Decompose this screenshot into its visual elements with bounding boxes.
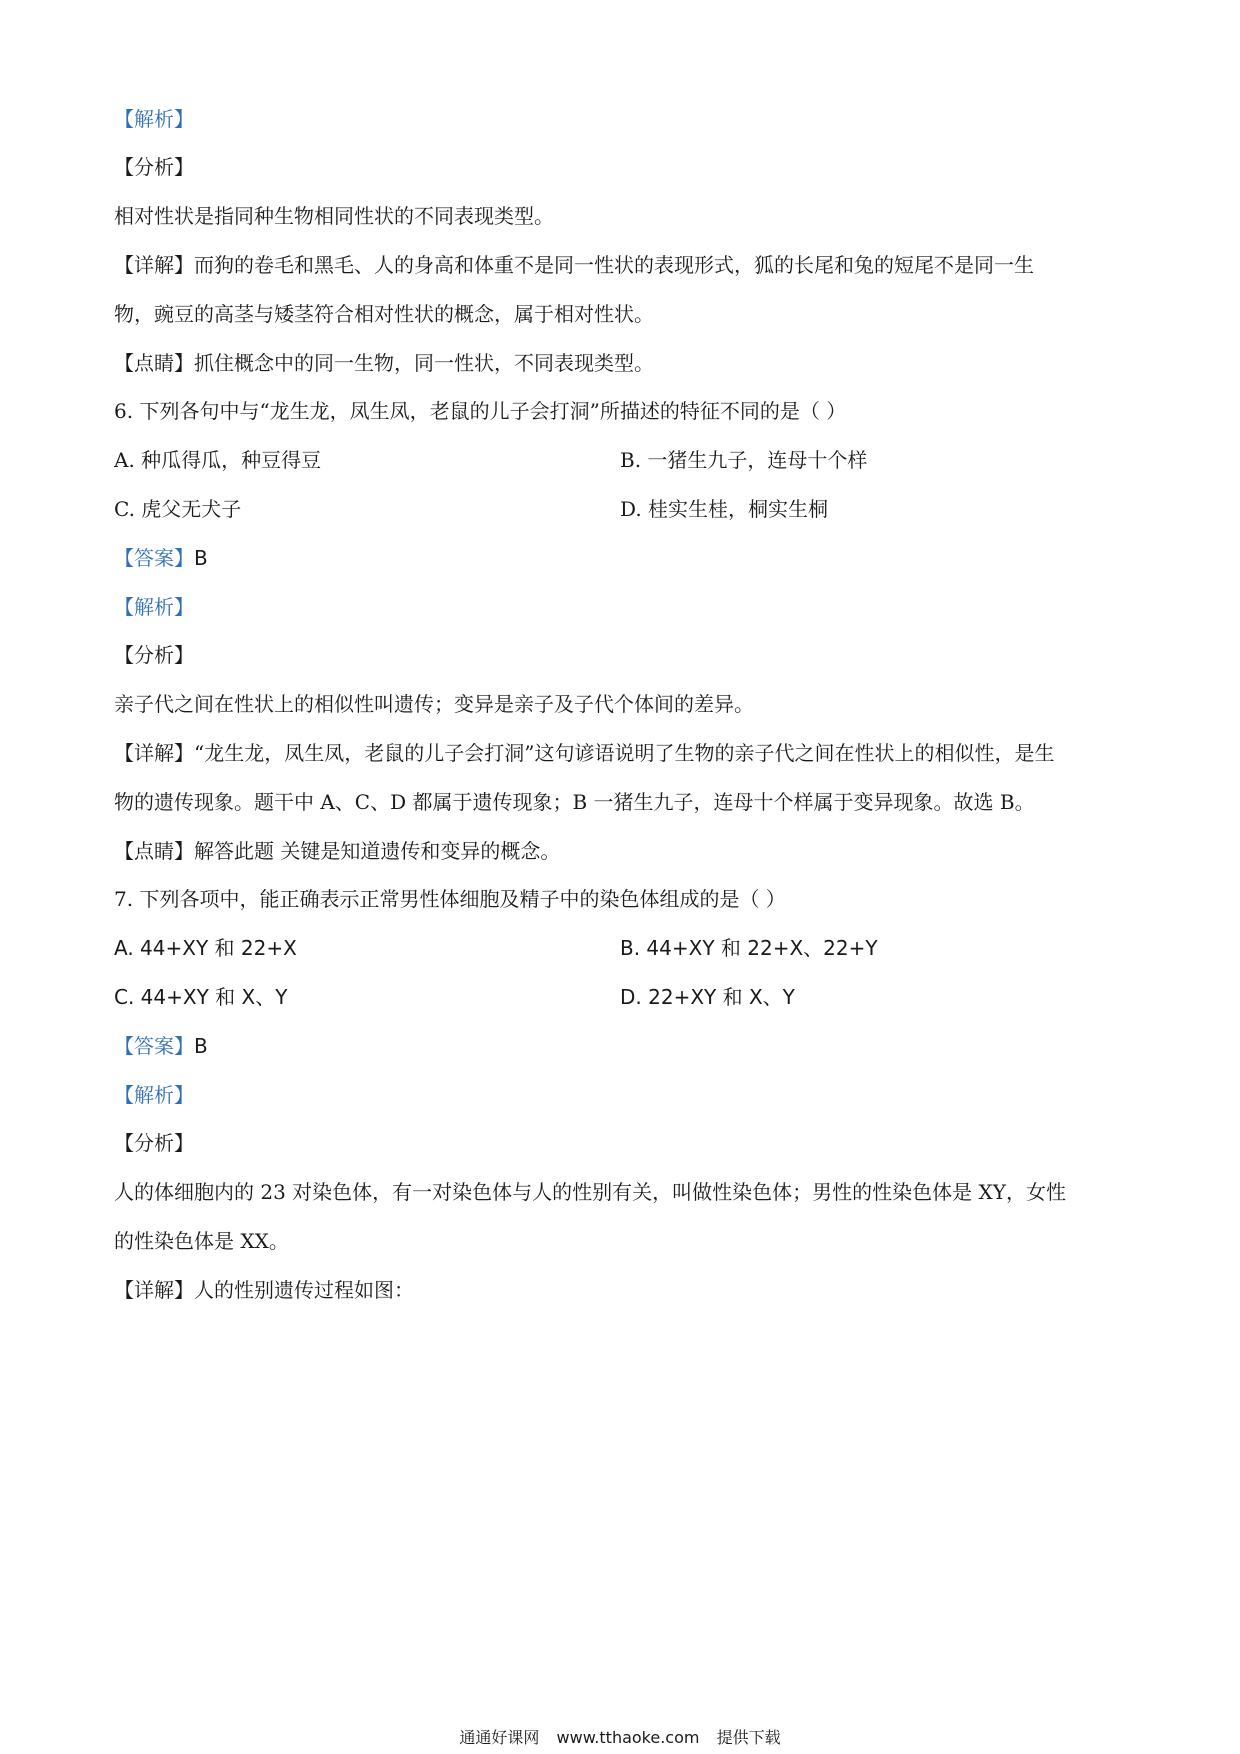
jiexi-label: 【解析】	[114, 595, 194, 619]
dianjing-label: 【点睛】	[114, 351, 194, 375]
q6-option-a: A. 种瓜得瓜，种豆得豆	[114, 448, 322, 472]
answer-label: 【答案】	[114, 546, 194, 570]
footer-download: 提供下载	[716, 1728, 781, 1747]
answer-value: B	[194, 1034, 208, 1058]
analysis-text: 人的体细胞内的 23 对染色体，有一对染色体与人的性别有关，叫做性染色体；男性的性染色体是 XY，女性	[114, 1180, 1066, 1204]
footer-site-name: 通通好课网	[459, 1728, 540, 1747]
q7-option-a: A. 44+XY 和 22+X	[114, 936, 297, 960]
analysis-text-continued: 的性染色体是 XX。	[114, 1229, 289, 1253]
detail-text: 而狗的卷毛和黑毛、人的身高和体重不是同一性状的表现形式，狐的长尾和兔的短尾不是同一生	[194, 253, 1034, 277]
detail-label: 【详解】	[114, 1278, 194, 1302]
analysis-text: 亲子代之间在性状上的相似性叫遗传；变异是亲子及子代个体间的差异。	[114, 692, 754, 716]
detail-line	[114, 252, 1134, 278]
dianjing-line	[114, 838, 1134, 864]
footer-url[interactable]: www.tthaoke.com	[556, 1728, 700, 1747]
q6-option-d: D. 桂实生桂，桐实生桐	[620, 497, 829, 521]
fenxi-label: 【分析】	[114, 1131, 194, 1155]
analysis-text: 相对性状是指同种生物相同性状的不同表现类型。	[114, 204, 554, 228]
detail-text-continued: 物，豌豆的高茎与矮茎符合相对性状的概念，属于相对性状。	[114, 302, 654, 326]
q7-answer-line	[114, 1033, 1134, 1059]
fenxi-label: 【分析】	[114, 643, 194, 667]
question-6-stem: 6. 下列各句中与“龙生龙，凤生凤，老鼠的儿子会打洞”所描述的特征不同的是（ ）	[114, 399, 847, 423]
jiexi-label: 【解析】	[114, 107, 194, 131]
question-7-stem: 7. 下列各项中，能正确表示正常男性体细胞及精子中的染色体组成的是（ ）	[114, 887, 786, 911]
fenxi-label: 【分析】	[114, 155, 194, 179]
q7-option-c: C. 44+XY 和 X、Y	[114, 985, 288, 1009]
dianjing-text: 解答此题 关键是知道遗传和变异的概念。	[194, 839, 561, 863]
answer-value: B	[194, 546, 208, 570]
detail-text: 人的性别遗传过程如图：	[194, 1278, 414, 1302]
dianjing-line	[114, 350, 1134, 376]
q6-option-b: B. 一猪生九子，连母十个样	[620, 448, 868, 472]
jiexi-label: 【解析】	[114, 1083, 194, 1107]
q7-option-d: D. 22+XY 和 X、Y	[620, 985, 795, 1009]
page-footer	[0, 1728, 1240, 1748]
detail-line	[114, 740, 1134, 766]
q7-option-b: B. 44+XY 和 22+X、22+Y	[620, 936, 878, 960]
detail-label: 【详解】	[114, 741, 194, 765]
detail-label: 【详解】	[114, 253, 194, 277]
dianjing-label: 【点睛】	[114, 839, 194, 863]
answer-label: 【答案】	[114, 1034, 194, 1058]
detail-text: “龙生龙，凤生凤，老鼠的儿子会打洞”这句谚语说明了生物的亲子代之间在性状上的相似性，是生	[194, 741, 1055, 765]
q6-option-c: C. 虎父无犬子	[114, 497, 242, 521]
detail-text-continued: 物的遗传现象。题干中 A、C、D 都属于遗传现象；B 一猪生九子，连母十个样属于变异现象。故选 B。	[114, 790, 1035, 814]
detail-line	[114, 1277, 1134, 1303]
q6-answer-line	[114, 545, 1134, 571]
dianjing-text: 抓住概念中的同一生物，同一性状，不同表现类型。	[194, 351, 654, 375]
